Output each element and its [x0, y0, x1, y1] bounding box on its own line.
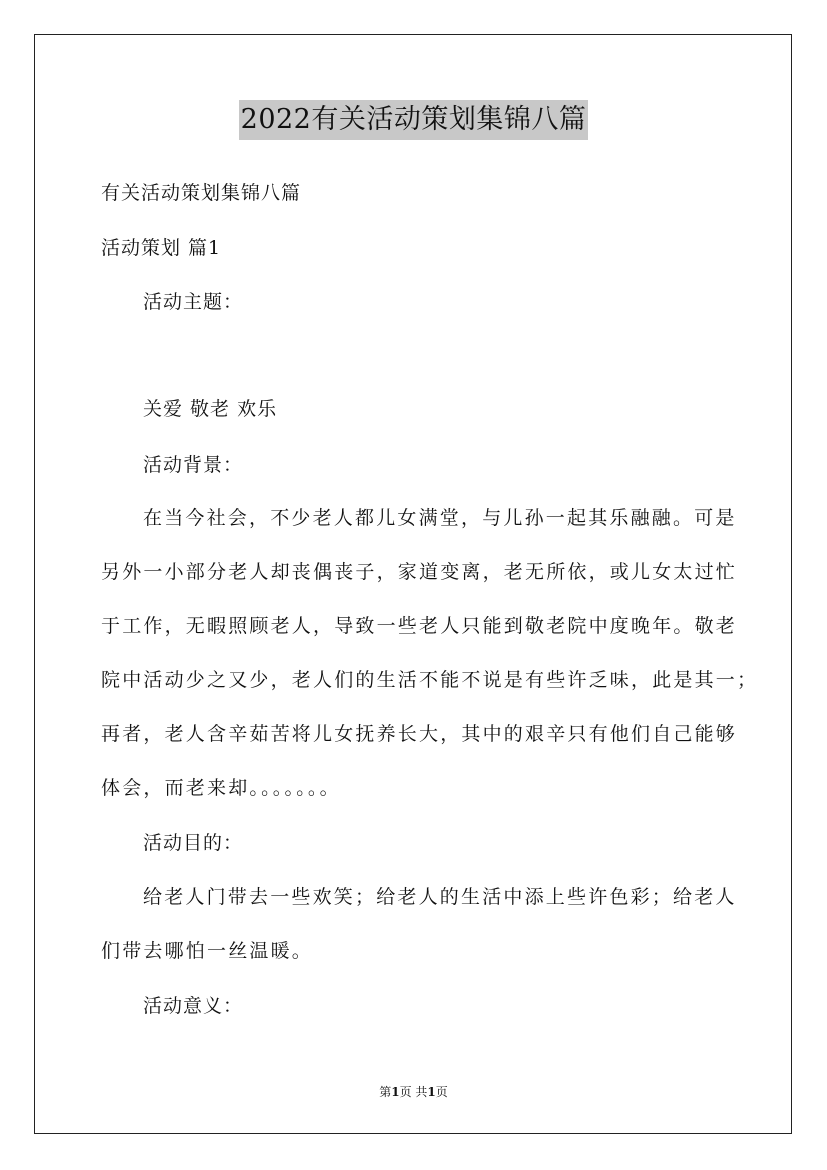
footer-page-number: 1 [391, 1085, 400, 1099]
document-subtitle: 有关活动策划集锦八篇 [101, 182, 302, 204]
footer-page-suffix: 页 [435, 1085, 448, 1099]
document-title-block [0, 100, 827, 140]
theme-label: 活动主题： [143, 291, 244, 313]
purpose-label: 活动目的： [143, 832, 244, 854]
purpose-line: 给老人门带去一些欢笑；给老人的生活中添上些许色彩；给老人 [143, 886, 737, 908]
background-line: 院中活动少之又少，老人们的生活不能不说是有些许乏味，此是其一； [101, 669, 759, 691]
document-title: 2022有关活动策划集锦八篇 [239, 100, 589, 140]
background-line: 另外一小部分老人却丧偶丧子，家道变离，老无所依，或儿女太过忙 [101, 561, 738, 583]
footer-page-mid: 页 共 [399, 1085, 428, 1099]
page-footer [0, 1084, 827, 1100]
background-paragraph [101, 506, 759, 830]
section-heading: 活动策划 篇1 [101, 237, 222, 259]
theme-value: 关爱 敬老 欢乐 [143, 398, 278, 420]
background-label: 活动背景： [143, 454, 244, 476]
background-line: 于工作，无暇照顾老人，导致一些老人只能到敬老院中度晚年。敬老 [101, 615, 738, 637]
background-line: 体会，而老来却。。。。。。。 [101, 777, 341, 799]
background-line: 再者，老人含辛茹苦将儿女抚养长大，其中的艰辛只有他们自己能够 [101, 723, 738, 745]
meaning-label: 活动意义： [143, 995, 244, 1017]
background-line: 在当今社会，不少老人都儿女满堂，与儿孙一起其乐融融。可是 [143, 507, 737, 529]
purpose-paragraph [101, 885, 737, 993]
footer-page-prefix: 第 [379, 1085, 392, 1099]
purpose-line: 们带去哪怕一丝温暖。 [101, 940, 314, 962]
footer-page-total: 1 [427, 1085, 436, 1099]
